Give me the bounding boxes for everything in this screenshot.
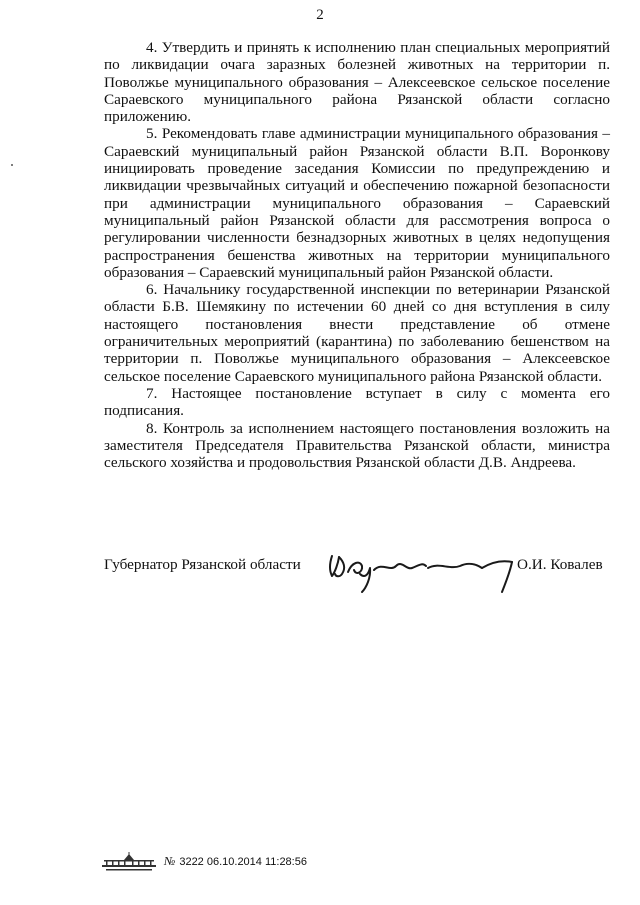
page-number: 2	[316, 7, 324, 23]
government-building-stamp-icon	[100, 851, 158, 873]
margin-mark	[11, 164, 13, 166]
paragraph-5: 5. Рекомендовать главе администрации муниципального образования – Сараевский муниципальный район Рязанской области В.П. Воронкову инициировать проведение заседания Комиссии по предупреждению и ликвидации чрезвычайных ситуаций и обеспечению пожарной безопасности при администрации муниципального образования – Сараевский муниципальный район Рязанской области для рассмотрения вопроса о регулировании численности безнадзорных животных в целях недопущения распространения бешенства животных на территории муниципального образования – Сараевский муниципальный район Рязанской области.	[104, 125, 610, 281]
registration-number-datetime: 3222 06.10.2014 11:28:56	[179, 856, 307, 868]
document-body	[104, 39, 610, 471]
paragraph-4: 4. Утвердить и принять к исполнению план специальных мероприятий по ликвидации очага заразных болезней животных на территории п. Поволжье муниципального образования – Алексеевское сельское поселение Сараевского муниципального района Рязанской области согласно приложению.	[104, 39, 610, 126]
signer-title: Губернатор Рязанской области	[104, 556, 301, 573]
signer-name: О.И. Ковалев	[517, 556, 603, 573]
handwritten-signature	[326, 548, 516, 594]
registration-stamp	[164, 855, 307, 868]
paragraph-6: 6. Начальнику государственной инспекции по ветеринарии Рязанской области Б.В. Шемякину по истечении 60 дней со дня вступления в силу настоящего постановления внести представление об отмене ограничительных мероприятий (карантина) по заболеванию бешенством на территории п. Поволжье муниципального образования – Алексеевское сельское поселение Сараевского муниципального района Рязанской области.	[104, 281, 610, 385]
number-sign: №	[164, 854, 176, 868]
paragraph-8: 8. Контроль за исполнением настоящего постановления возложить на заместителя Председателя Правительства Рязанской области, министра сельского хозяйства и продовольствия Рязанской области Д.В. Андреева.	[104, 419, 610, 472]
paragraph-7: 7. Настоящее постановление вступает в силу с момента его подписания.	[104, 384, 610, 420]
registration-footer	[100, 851, 460, 873]
signature-block	[104, 548, 610, 598]
